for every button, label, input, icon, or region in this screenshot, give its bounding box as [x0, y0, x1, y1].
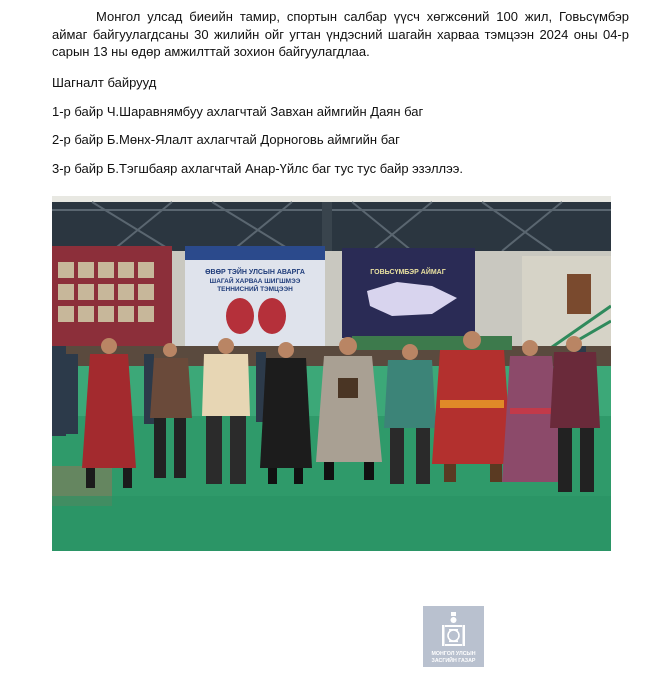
results-heading: Шагналт байрууд — [52, 75, 157, 90]
event-photo — [52, 196, 611, 551]
government-logo — [423, 606, 484, 667]
banner-center-line-1: ӨВӨР ТЭЙН УЛСЫН АВАРГА — [205, 269, 305, 276]
intro-paragraph: Монгол улсад биеийн тамир, спортын салбар үүсч хөгжсөний 100 жил, Говьсүмбэр аймаг байгуулагдсаны 30 жилийн ойг угтан үндэсний шагайн харваа тэмцээн 2024 оны 04-р сарын 13 ны өдөр амжилттай зохион байгуулагдлаа. — [52, 9, 629, 59]
banner-center-line-2: ШАГАЙ ХАРВАА ШИГШМЭЭ — [209, 278, 301, 285]
result-line-2: 2-р байр Б.Мөнх-Ялалт ахлагчтай Дорноговь аймгийн баг — [52, 132, 400, 147]
logo-line-2: ЗАСГИЙН ГАЗАР — [431, 658, 476, 664]
logo-line-1: МОНГОЛ УЛСЫН — [431, 651, 476, 657]
banner-center-line-3: ТЕННИСНИЙ ТЭМЦЭЭН — [217, 286, 293, 293]
result-line-1: 1-р байр Ч.Шаравнямбуу ахлагчтай Завхан аймгийн Даян баг — [52, 104, 424, 119]
banner-right-title: ГОВЬСҮМБЭР АЙМАГ — [370, 269, 446, 276]
result-line-3: 3-р байр Б.Тэгшбаяр ахлагчтай Анар-Үйлс баг тус тус байр эзэллээ. — [52, 161, 464, 176]
